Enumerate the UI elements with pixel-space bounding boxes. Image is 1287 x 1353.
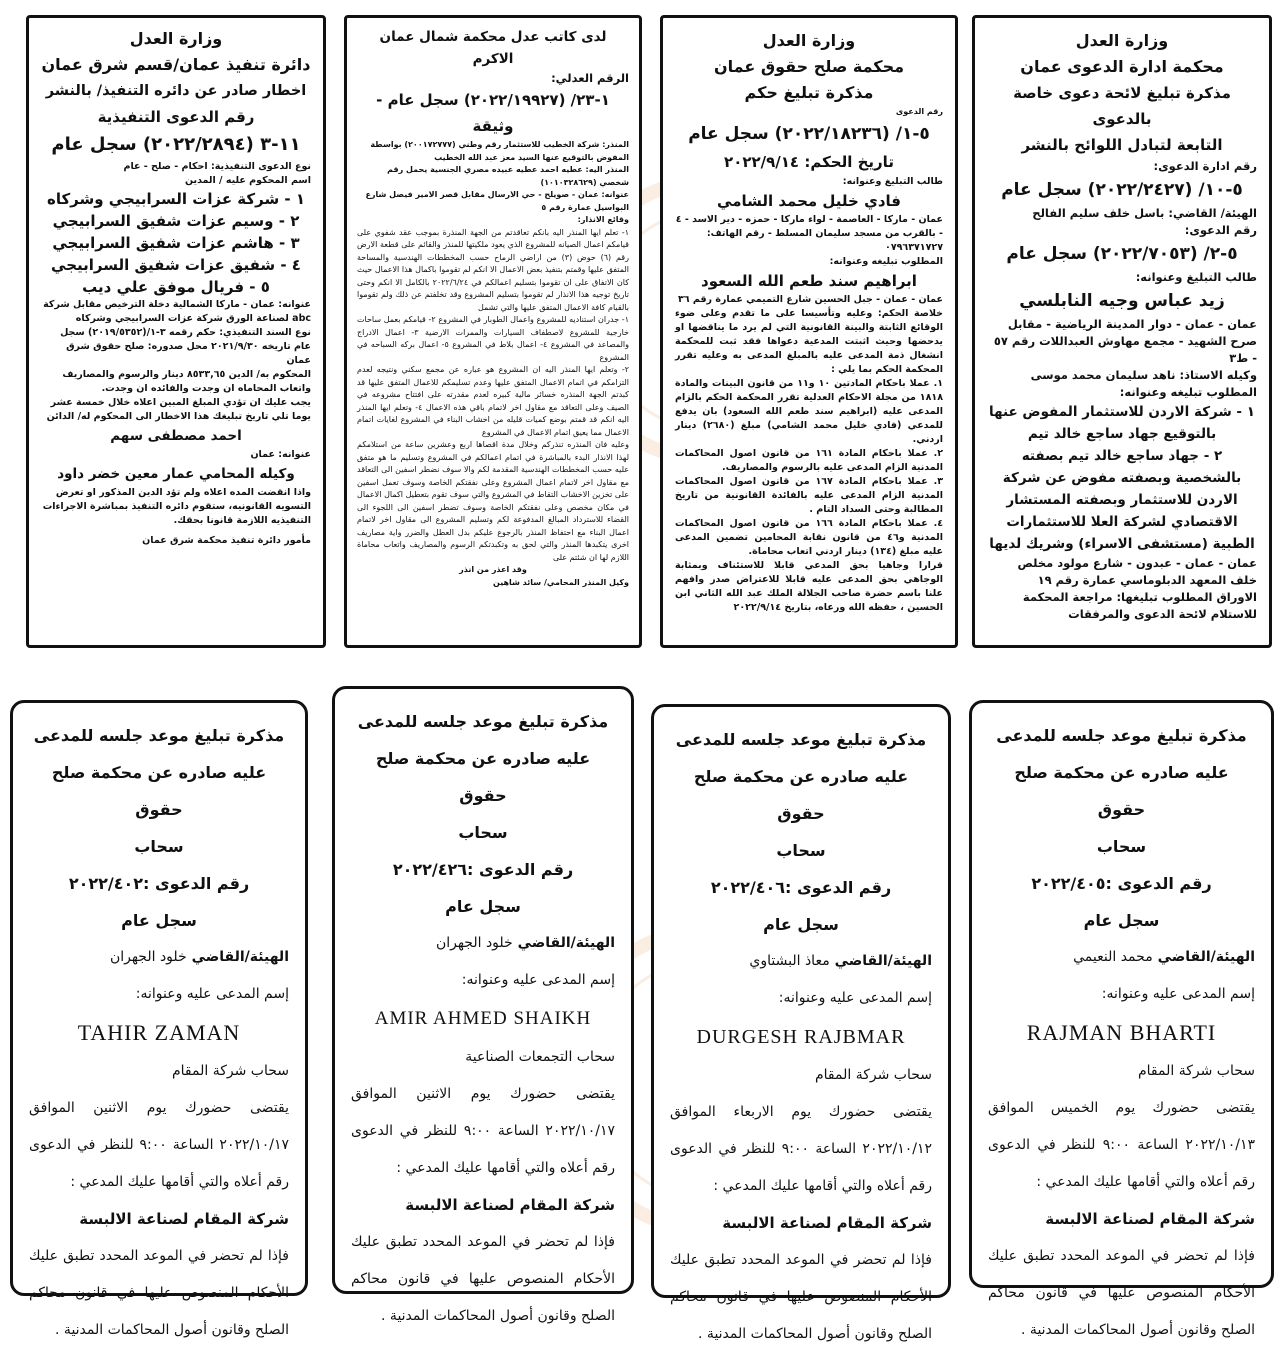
exec-case-number: ١١-٣ (٢٠٢٢/٢٨٩٤) سجل عام xyxy=(51,134,301,155)
defendant-label: إسم المدعى عليه وعنوانه: xyxy=(778,990,932,1006)
judge-label: الهيئة/القاضي xyxy=(512,935,615,951)
judge-line xyxy=(351,925,615,962)
attorney-signature: وكيل المنذر المحامي/ سائد شاهين xyxy=(493,577,629,587)
warner: المنذر: شركة الخطيب للاستثمار رقم وطني (٢٠٠١٧٢٧٧٧) بواسطة المفوض بالتوقيع عنها السيد معز عبد الله الخطيب xyxy=(370,140,629,162)
notice-subtitle: التابعة لتبادل اللوائح بالنشر xyxy=(1021,136,1223,154)
exec-case-label: رقم الدعوى التنفيذية xyxy=(97,108,255,126)
session-notice-406 xyxy=(651,704,951,1342)
exec-case-type: نوع الدعوى التنفيذية: احكام - صلح - عام xyxy=(123,161,311,172)
respondent-name: ابراهيم سند طعم الله السعود xyxy=(701,271,917,290)
judge-line xyxy=(29,939,289,976)
debtor-4: ٤ - شفيق عزات شفيق السرابيجي xyxy=(51,256,301,274)
attendance-text: يقتضى حضورك يوم الاربعاء الموافق ٢٠٢٢/١٠/١٢ الساعة ٩:٠٠ للنظر في الدعوى رقم أعلاه والتي أقامها عليك المدعي : xyxy=(670,1104,933,1194)
requester-address: عمان - عمان - دوار المدينة الرياضية - مقابل صرح الشهيد - مجمع مهاوش العبداللات رقم ٥٧ - ط٣ xyxy=(993,317,1257,365)
facts-paragraph-2: ١- جدران استناديه للمشروع واعمال الطوبار في المشروع ٢- قيامكم بعمل ساحات خارجية للمشروع لاصطفاف السيارات والممرات الارضية ٣- اعمال الادراج والمصاعد في المشروع ٤- اعمال بلاط في المشروع ٥- اعمال بركه السباحه في المشروع xyxy=(357,315,630,362)
facts-label: وقائع الانذار: xyxy=(577,215,629,224)
requester-name: زيد عباس وجيه النابلسي xyxy=(1019,291,1225,311)
facts-paragraph-4: وعليه فان المنذره تنذركم وخلال مدة اقصاها اربع وعشرين ساعة من استلامكم لهذا الانذار البدء بالمباشرة في اتمام اعمالكم في المشروع وتسليم ما هو متفق عليه حسب المخططات الهندسية المقدمة لكم والا سوف نضطر اسفين الى التعاقد مع مقاول اخر لاتمام اعمال المشروع وعلى نفقتكم الخاصة وسوف تعمل اسفين على تخزين الاخشاب التقاط في المشروع والتي سوف تقوم بتعطيل اكمال الاعمال في مكان مخصص وعلى نفقتكم الخاصة وسوف تضطر اسفين الى اللجوء الى القضاء للاسترداد المبالغ المدفوعة لكم وتسليم المشروع الى مقاول اخر لاتمام اعمال البناء مع احتفاظ المنذر بالرجوع عليكم بدل العطل والضرر واية مصاريف اخرى يتكبدها المنذر والتي لحق به وتكبدتكم الرسوم والمصاريف واتعاب محاماة اللازم لها ان شئتم على xyxy=(357,440,629,562)
notice-title-line-2: عليه صادره عن محكمة صلح حقوق xyxy=(693,767,909,823)
plaintiff-name: شركة المقام لصناعة الالبسة xyxy=(79,1210,289,1228)
defendant-label: إسم المدعى عليه وعنوانه: xyxy=(135,986,289,1002)
notice-title-line-2: عليه صادره عن محكمة صلح حقوق xyxy=(51,763,267,819)
case-number: رقم الدعوى :٢٠٢٢/٤٠٦ xyxy=(710,878,892,897)
defendant-address: سحاب شركة المقام xyxy=(814,1067,932,1083)
attendance-text: يقتضى حضورك يوم الاثنين الموافق ٢٠٢٢/١٠/١٧ الساعة ٩:٠٠ للنظر في الدعوى رقم أعلاه والتي أقامها عليك المدعي : xyxy=(29,1100,290,1190)
case-mgmt-label: رقم ادارة الدعوى: xyxy=(1153,159,1257,173)
judge-label: الهيئة/القاضي xyxy=(829,953,932,969)
defendant-address: سحاب شركة المقام xyxy=(171,1063,289,1079)
ministry-title: وزارة العدل xyxy=(129,29,223,48)
notary-number: ١-٢٣/ (٢٠٢٢/١٩٩٢٧) سجل عام - وثيقة xyxy=(376,91,610,135)
debtor-label: اسم المحكوم عليه / المدين xyxy=(184,175,311,186)
facts-paragraph-1: ١- تعلم ايها المنذر اليه بانكم تعاقدتم من الجهة المنذرة بموجب عقد شفوي على قيامكم اعمال الصيانه للمشروع الذي يعود ملكيتها للمنذر والقائم على قطعة الارض رقم (٦) حوض (٣) من اراضي الرماح حسب المخططات الهندسية والمساحة المتفق عليها وقمتم بتنفيذ بعض الاعمال الا انكم لم تقوموا باكمال هذا الاعمال حيث كان الاتفاق على ان تقوموا بتسليم اعمالكم في ٢٠٢٢/٦/٢٤ بالكامل الا انكم وحتى تاريخ توجيه هذا الانذار لم تقوموا بتسليم المشروع وقد تخلفتم عن ذلك ولم تقوموا بالقيام كافة الاعمال المتفق عليها والتي تشمل xyxy=(357,227,629,312)
notice-title-line-3: سحاب xyxy=(458,823,508,842)
ministry-title: وزارة العدل xyxy=(1075,31,1169,50)
notice-execution xyxy=(26,15,326,648)
registry: سجل عام xyxy=(445,897,521,916)
case-mgmt-number: ٥-١٠/ (٢٠٢٢/٢٤٢٧) سجل عام xyxy=(1001,180,1243,200)
exec-instrument: نوع السند التنفيذي: حكم رقمه ٣-١/(٢٠١٩/٥٣٥٢) سجل عام تاريخه ٢٠٢١/٩/٣٠ محل صدوره: صلح حقوق شرق عمان xyxy=(60,327,311,366)
requester-name: فادي خليل محمد الشامي xyxy=(717,191,901,210)
court-name: محكمة صلح حقوق عمان xyxy=(713,57,905,76)
warned-address: عنوانه: عمان - صويلح - حي الارسال مقابل قصر الامير فيصل شارع البواسيل عمارة رقم ٥ xyxy=(365,190,629,212)
enforcement-warning: واذا انقضت المده اعلاه ولم تؤد الدين المذكور او تعرض التسويه القانونيه، ستقوم دائره التنفيذ بمباشرة الاجراءات التنفيذيه اللازمة قانونا بحقك. xyxy=(42,487,311,526)
respondent-address: عمان - عمان - عبدون - شارع مولود مخلص خلف المعهد الدبلوماسي عمارة رقم ١٩ xyxy=(1017,556,1257,587)
judge-line xyxy=(670,943,932,980)
registry: سجل عام xyxy=(1083,911,1160,930)
defendant-name: RAJMAN BHARTI xyxy=(1026,1020,1217,1045)
respondent-address: عمان - عمان - جبل الحسين شارع التميمي عمارة رقم ٣٦ xyxy=(677,293,943,305)
registry: سجل عام xyxy=(763,915,839,934)
session-notice-405 xyxy=(969,700,1274,1338)
case-number: رقم الدعوى :٢٠٢٢/٤٠٢ xyxy=(68,874,250,893)
case-number: ٥-٢/ (٢٠٢٢/٧٠٥٣) سجل عام xyxy=(1006,244,1238,264)
defendant-label: إسم المدعى عليه وعنوانه: xyxy=(461,972,615,988)
notice-title: اخطار صادر عن دائره التنفيذ/ بالنشر xyxy=(45,83,307,99)
notice-case-management xyxy=(972,15,1272,648)
respondent-label: المطلوب تبليغه وعنوانه: xyxy=(829,255,943,267)
closing-phrase: وقد اعذر من انذر xyxy=(459,565,527,574)
session-notice-426 xyxy=(332,686,634,1324)
defendant-name: AMIR AHMED SHAIKH xyxy=(374,1008,592,1029)
notice-title-line-1: مذكرة تبليغ موعد جلسه للمدعى xyxy=(675,730,927,749)
debtor-3: ٣ - هاشم عزات شفيق السرابيجي xyxy=(52,234,300,252)
respondent-label: المطلوب تبليغه وعنوانه: xyxy=(1119,385,1257,399)
warning-text: فإذا لم تحضر في الموعد المحدد تطبق عليك الأحكام المنصوص عليها في قانون محاكم الصلح وقانون أصول المحاكمات المدنية . xyxy=(351,1234,615,1324)
documents-line: الاوراق المطلوب تبليغها: مراجعة المحكمة للاستلام لائحة الدعوى والمرفقات xyxy=(1022,590,1257,621)
facts-paragraph-3: ٢- وتعلم ايها المنذر اليه ان المشروع هو عباره عن مجمع سكني ونتيجه لعدم التزامكم في اتمام الاعمال المتفق عليها وعدم تسليمكم للاعمال المتفق عليها قد كبدتم الجهة المنذره خسائر مالية كبيره لعدم مقدرته على افتتاح مشروعه في الصيف وعلى التعاقد مع مقاول اخر لاتمام باقي هذه الاعمال ٤- وتعلم ايها المنذر اليه انكم قد قمتم بوضع كميات قليله من اخشاب البناء في المشروع لغايات اتمام الاعمال مما يعيق اتمام الاعمال في المشروع xyxy=(357,365,629,437)
warning-text: فإذا لم تحضر في الموعد المحدد تطبق عليك الأحكام المنصوص عليها في قانون محاكم الصلح وقانون أصول المحاكمات المدنية . xyxy=(670,1252,932,1342)
case-number: رقم الدعوى :٢٠٢٢/٤٢٦ xyxy=(392,860,574,879)
attendance-text: يقتضى حضورك يوم الاثنين الموافق ٢٠٢٢/١٠/١٧ الساعة ٩:٠٠ للنظر في الدعوى رقم أعلاه والتي أقامها عليك المدعي : xyxy=(351,1086,616,1176)
judge-line xyxy=(988,939,1255,976)
plaintiff-name: شركة المقام لصناعة الالبسة xyxy=(722,1214,932,1232)
judge-label: الهيئة/القاضي xyxy=(186,949,289,965)
plaintiff-name: شركة المقام لصناعة الالبسة xyxy=(405,1196,615,1214)
defendant-address: سحاب التجمعات الصناعية xyxy=(465,1049,615,1065)
notice-title: مذكرة تبليغ حكم xyxy=(744,83,874,102)
notice-judgment xyxy=(660,15,958,648)
debtor-2: ٢ - وسيم عزات شفيق السرابيجي xyxy=(52,212,300,230)
creditor-name: احمد مصطفى سهم xyxy=(110,428,242,444)
defendant-address: سحاب شركة المقام xyxy=(1137,1063,1255,1079)
notice-title-line-2: عليه صادره عن محكمة صلح حقوق xyxy=(375,749,591,805)
attorney-line: وكيله الاستاذ: ناهد سليمان محمد موسى xyxy=(1030,368,1257,382)
defendant-name: DURGESH RAJBMAR xyxy=(696,1026,906,1048)
case-label: رقم الدعوى xyxy=(895,107,943,116)
judgment-item-1: ١. عملا باحكام المادتين ١٠ و١١ من قانون البينات والمادة ١٨١٨ من مجلة الاحكام العدلية تقرر المحكمة الحكم بالزام المدعى عليه (ابراهيم سند طعم الله السعود) بان يدفع للمدعي (فادي خليل محمد الشامي) مبلغ (٢٦٨٠) دينار اردني. xyxy=(675,377,943,445)
notice-title-line-1: مذكرة تبليغ موعد جلسه للمدعى xyxy=(33,726,285,745)
judge-name: محمد النعيمي xyxy=(1073,949,1153,965)
department-name: دائرة تنفيذ عمان/قسم شرق عمان xyxy=(41,55,311,74)
judgment-item-4: ٤. عملا باحكام المادة ١٦٦ من قانون اصول المحاكمات المدنية و٤٦ من قانون نقابة المحامين تضمين المدعى عليه مبلغ (١٣٤) دينار اردني اتعاب محاماة. xyxy=(675,517,943,557)
plaintiff-name: شركة المقام لصناعة الالبسة xyxy=(1045,1210,1255,1228)
warning-text: فإذا لم تحضر في الموعد المحدد تطبق عليك الأحكام المنصوص عليها في قانون محاكم الصلح وقانون أصول المحاكمات المدنية . xyxy=(29,1248,289,1338)
notice-title: مذكرة تبليغ لائحة دعوى خاصة بالدعوى xyxy=(1013,84,1231,128)
session-notice-402 xyxy=(10,700,308,1338)
debtor-address: عنوانه: عمان - ماركا الشمالية دخلة الترخيص مقابل شركة abc لصناعة الورق شركة عزات السرابيجي وشركاه xyxy=(43,299,311,324)
creditor-attorney: وكيله المحامي عمار معين خضر داود xyxy=(57,466,295,482)
debt-amount: المحكوم به/ الدين ٨٥٣٣,٦٥ دينار والرسوم والمصاريف واتعاب المحاماه ان وجدت والفائده ان وجدت. xyxy=(62,369,311,394)
registry: سجل عام xyxy=(121,911,197,930)
respondent-1: ١ - شركة الاردن للاستثمار المفوض عنها بالتوقيع جهاد ساجع خالد تيم xyxy=(989,404,1255,442)
ministry-title: وزارة العدل xyxy=(762,31,856,50)
judge-name: خلود الجهران xyxy=(109,949,187,965)
payment-deadline: يجب عليك ان تؤدي المبلغ المبين اعلاه خلال خمسة عشر يوما تلي تاريخ تبليغك هذا الاخطار الى المحكوم له/ الدائن xyxy=(46,397,311,422)
officer-signature: مأمور دائرة تنفيذ محكمة شرق عمان xyxy=(142,535,311,546)
judgment-date: تاريخ الحكم: ٢٠٢٢/٩/١٤ xyxy=(724,152,894,171)
warned-party: المنذر اليه: عطيه احمد عطيه عبيده مصري الجنسية يحمل رقم شخصي (١٠١٠٣٢٨٦٢٩) xyxy=(387,165,629,187)
creditor-address: عنوانه: عمان xyxy=(250,449,311,460)
notice-title-line-1: مذكرة تبليغ موعد جلسه للمدعى xyxy=(357,712,609,731)
notice-title-line-3: سحاب xyxy=(1096,837,1147,856)
notary-number-label: الرقم العدلي: xyxy=(551,71,629,85)
debtor-5: ٥ - فريال موفق علي ديب xyxy=(82,278,270,296)
notice-title-line-2: عليه صادره عن محكمة صلح حقوق xyxy=(1014,763,1229,819)
attendance-text: يقتضى حضورك يوم الخميس الموافق ٢٠٢٢/١٠/١٣ الساعة ٩:٠٠ للنظر في الدعوى رقم أعلاه والتي أقامها عليك المدعي : xyxy=(988,1100,1256,1190)
requester-address: عمان - ماركا - العاصمة - لواء ماركا - حمزه - دير الاسد - ٤ - بالقرب من مسجد سليمان المسلط - رقم الهاتف: ٠٧٩٦٣٧١٧٢٧ xyxy=(675,213,943,253)
notice-title-line-3: سحاب xyxy=(134,837,184,856)
judgment-item-3: ٣. عملا باحكام المادة ١٦٧ من قانون اصول المحاكمات المدنية الزام المدعى عليه بالفائدة القانونية من تاريخ المطالبة وحتى السداد التام . xyxy=(675,475,943,515)
judge-name: معاذ البشتاوي xyxy=(749,953,830,969)
debtor-1: ١ - شركة عزات السرابيجي وشركاه xyxy=(46,190,306,208)
judgment-closing: قرارا وجاهيا بحق المدعي قابلا للاستئناف وبمثابة الوجاهي بحق المدعى عليه قابلا للاعتراض صدر وافهم علنا باسم حضرة صاحب الجلالة الملك عبد الله الثاني ابن الحسين ، حفظه الله ورعاه، بتاريخ ٢٠٢٢/٩/١٤ xyxy=(675,559,943,613)
defendant-name: TAHIR ZAMAN xyxy=(77,1020,241,1045)
defendant-label: إسم المدعى عليه وعنوانه: xyxy=(1101,986,1255,1002)
notice-notary-warning xyxy=(344,15,642,648)
respondent-2: ٢ - جهاد ساجع خالد تيم بصفته بالشخصية وبصفته مفوض عن شركة الاردن للاستثمار وبصفته المستشار الاقتصادي لشركة العلا للاستثمارات الطبية (مستشفى الاسراء) وشريك لديها xyxy=(989,448,1255,552)
case-number: ٥-١/ (٢٠٢٢/١٨٢٣٦) سجل عام xyxy=(688,123,930,144)
notice-title-line-3: سحاب xyxy=(776,841,826,860)
judgment-item-2: ٢. عملا باحكام المادة ١٦١ من قانون اصول المحاكمات المدنية الزام المدعى عليه بالرسوم والمصاريف. xyxy=(675,447,943,473)
case-label: رقم الدعوى: xyxy=(1184,223,1257,237)
judge-label: الهيئة/القاضي xyxy=(1152,949,1255,965)
notice-title-line-1: مذكرة تبليغ موعد جلسه للمدعى xyxy=(996,726,1247,745)
warning-text: فإذا لم تحضر في الموعد المحدد تطبق عليك الأحكام المنصوص عليها في قانون محاكم الصلح وقانون أصول المحاكمات المدنية . xyxy=(988,1248,1255,1338)
judge-line: الهيئة/ القاضي: باسل خلف سليم الفالح xyxy=(1032,206,1257,220)
court-name: محكمة ادارة الدعوى عمان xyxy=(1020,57,1224,76)
requester-label: طالب التبليغ وعنوانه: xyxy=(1135,270,1257,284)
case-number: رقم الدعوى :٢٠٢٢/٤٠٥ xyxy=(1031,874,1212,893)
judge-name: خلود الجهران xyxy=(435,935,513,951)
requester-label: طالب التبليغ وعنوانه: xyxy=(842,175,943,187)
judgment-summary: خلاصة الحكم: وعليه وتأسيسا على ما تقدم وعلى ضوء الوقائع الثابتة والبينة القانونية التي لم يرد ما يناقضها او يدحضها وحيث اثبتت المدعية دعواها فقد ثبت للمحكمة انشغال ذمة المدعى عليه بالمبلغ المدعى به وعليه تقرر المحكمة الحكم بما يلي : xyxy=(675,307,943,375)
notary-title: لدى كاتب عدل محكمة شمال عمان الاكرم xyxy=(379,29,607,67)
